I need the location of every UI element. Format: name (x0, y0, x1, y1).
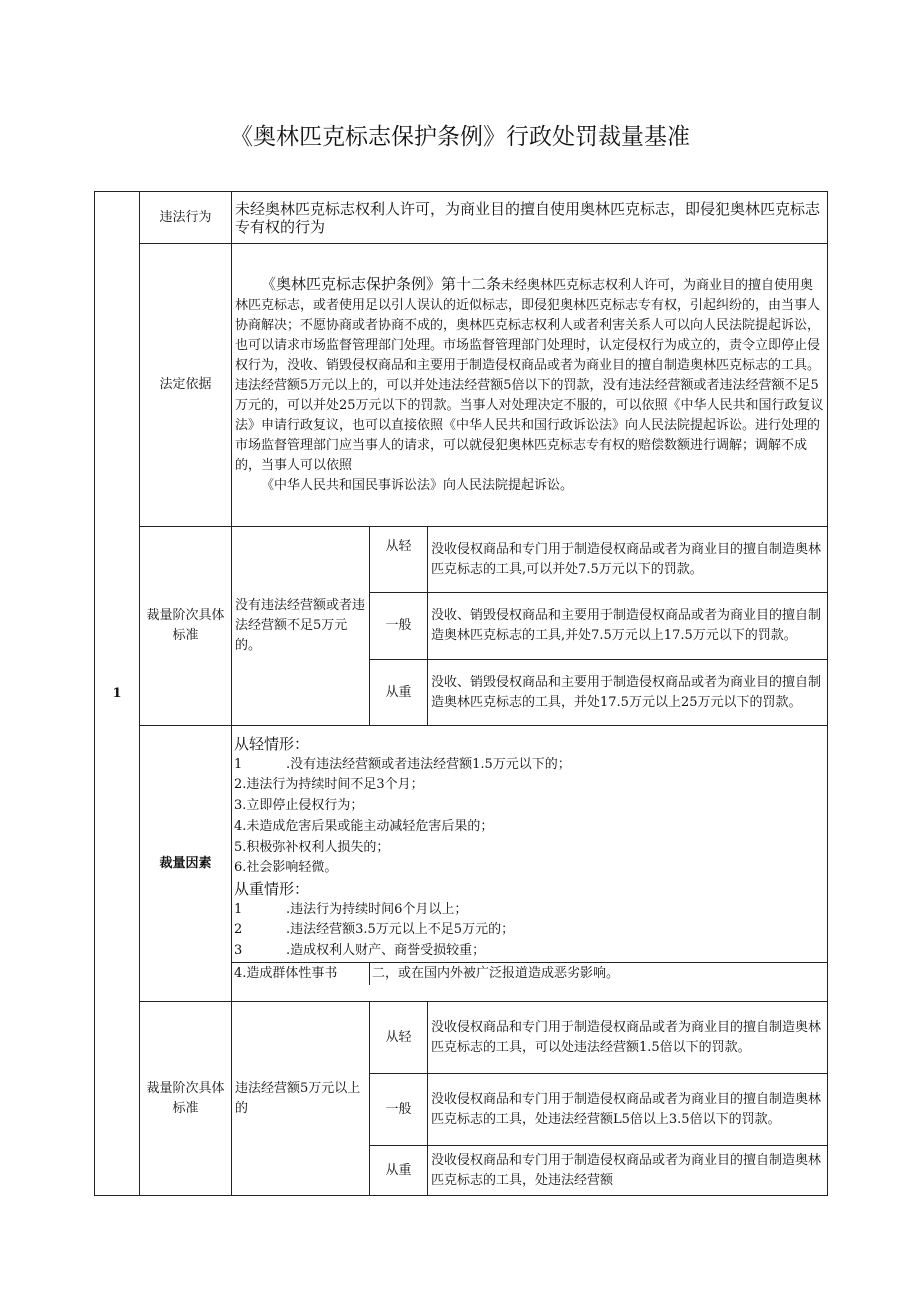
standard2-text-normal: 没收侵权商品和专门用于制造侵权商品或者为商业目的擅自制造奥林匹克标志的工具，处违法经营额L5倍以上3.5倍以下的罚款。 (428, 1074, 828, 1146)
factors-label: 裁量因素 (140, 726, 232, 1002)
heavy-item-2: 2 .违法经营额3.5万元以上不足5万元的； (234, 922, 515, 938)
standard1-row-light (95, 527, 828, 593)
light-item-6: 6.社会影响轻微。 (234, 860, 338, 876)
standard1-level-normal: 一般 (370, 593, 428, 660)
basis-text: 未经奥林匹克标志权利人许可，为商业目的擅自使用奥林匹克标志，或者使用足以引人误认的近似标志，即侵犯奥林匹克标志专有权，引起纠纷的，由当事人协商解决；不愿协商或者协商不成的，奥林匹克标志权利人或者利害关系人可以向人民法院提起诉讼，也可以请求市场监督管理部门处理。市场监督管理部门处理时，认定侵权行为成立的，责令立即停止侵权行为，没收、销毁侵权商品和主要用于制造侵权商品或者为商业目的擅自制造奥林匹克标志的工具。违法经营额5万元以上的，可以并处违法经营额5倍以下的罚款，没有违法经营额或者违法经营额不足5万元的，可以并处25万元以下的罚款。当事人对处理决定不服的，可以依照《中华人民共和国行政复议法》申请行政复议，也可以直接依照《中华人民共和国行政诉讼法》向人民法院提起诉讼。进行处理的市场监督管理部门应当事人的请求，可以就侵犯奥林匹克标志专有权的赔偿数额进行调解；调解不成的，当事人可以依照 (235, 278, 824, 473)
page-title: 《奥林匹克标志保护条例》行政处罚裁量基准 (230, 124, 690, 150)
light-item-3: 3.立即停止侵权行为； (234, 798, 364, 814)
standard1-text-normal: 没收、销毁侵权商品和主要用于制造侵权商品或者为商业目的擅自制造奥林匹克标志的工具,并处7.5万元以上17.5万元以下的罚款。 (428, 593, 828, 660)
standard1-text-heavy: 没收、销毁侵权商品和主要用于制造侵权商品或者为商业目的擅自制造奥林匹克标志的工具，并处17.5万元以上25万元以下的罚款。 (428, 660, 828, 726)
light-item-2: 2.违法行为持续时间不足3个月； (234, 777, 424, 793)
heavy-item-3: 3 .造成权利人财产、商誉受损较重； (234, 943, 486, 959)
standard2-row-light (95, 1002, 828, 1074)
standard1-label: 裁量阶次具体标准 (140, 527, 232, 726)
standard1-text-light: 没收侵权商品和专门用于制造侵权商品或者为商业目的擅自制造奥林匹克标志的工具,可以并处7.5万元以下的罚款。 (428, 527, 828, 593)
light-title: 从轻情形： (234, 735, 310, 753)
violation-text: 未经奥林匹克标志权利人许可，为商业目的擅自使用奥林匹克标志，即侵犯奥林匹克标志专有权的行为 (232, 192, 828, 244)
standard2-condition: 违法经营额5万元以上的 (232, 1002, 370, 1196)
standard2-level-heavy: 从重 (370, 1146, 428, 1196)
light-item-4: 4.未造成危害后果或能主动减轻危害后果的； (234, 818, 494, 834)
standard1-level-heavy: 从重 (370, 660, 428, 726)
row-number: 1 (95, 192, 140, 1196)
factors-row (95, 726, 828, 1002)
basis-lead: 《奥林匹克标志保护条例》第十二条 (261, 275, 502, 293)
light-item-5: 5.积极弥补权利人损失的； (234, 839, 390, 855)
basis-row (95, 244, 828, 527)
standard2-level-normal: 一般 (370, 1074, 428, 1146)
standard2-text-heavy: 没收侵权商品和专门用于制造侵权商品或者为商业目的擅自制造奥林匹克标志的工具，处违法经营额 (428, 1146, 828, 1196)
basis-label: 法定依据 (140, 244, 232, 527)
heavy-item-4-left: 4.造成群体性事书 (232, 963, 370, 985)
violation-row (95, 192, 828, 244)
light-item-1: 1 .没有违法经营额或者违法经营额1.5万元以下的； (234, 756, 571, 772)
standard1-level-light: 从轻 (370, 527, 428, 593)
heavy-item-1: 1 .违法行为持续时间6个月以上； (234, 901, 468, 917)
heavy-title: 从重情形： (234, 879, 310, 898)
heavy-item-4-right: 二，或在国内外被广泛报道造成恶劣影响。 (372, 965, 620, 981)
basis-cell (232, 244, 828, 527)
heavy-item-4 (232, 962, 827, 985)
standard2-level-light: 从轻 (370, 1002, 428, 1074)
standard1-condition: 没有违法经营额或者违法经营额不足5万元的。 (232, 527, 370, 726)
penalty-table (94, 191, 828, 1196)
standard2-text-light: 没收侵权商品和专门用于制造侵权商品或者为商业目的擅自制造奥林匹克标志的工具，可以处违法经营额1.5倍以下的罚款。 (428, 1002, 828, 1074)
basis-tail: 《中华人民共和国民事诉讼法》向人民法院提起诉讼。 (261, 478, 574, 493)
standard2-label: 裁量阶次具体标准 (140, 1002, 232, 1196)
violation-label: 违法行为 (140, 192, 232, 244)
factors-cell (232, 726, 828, 1002)
